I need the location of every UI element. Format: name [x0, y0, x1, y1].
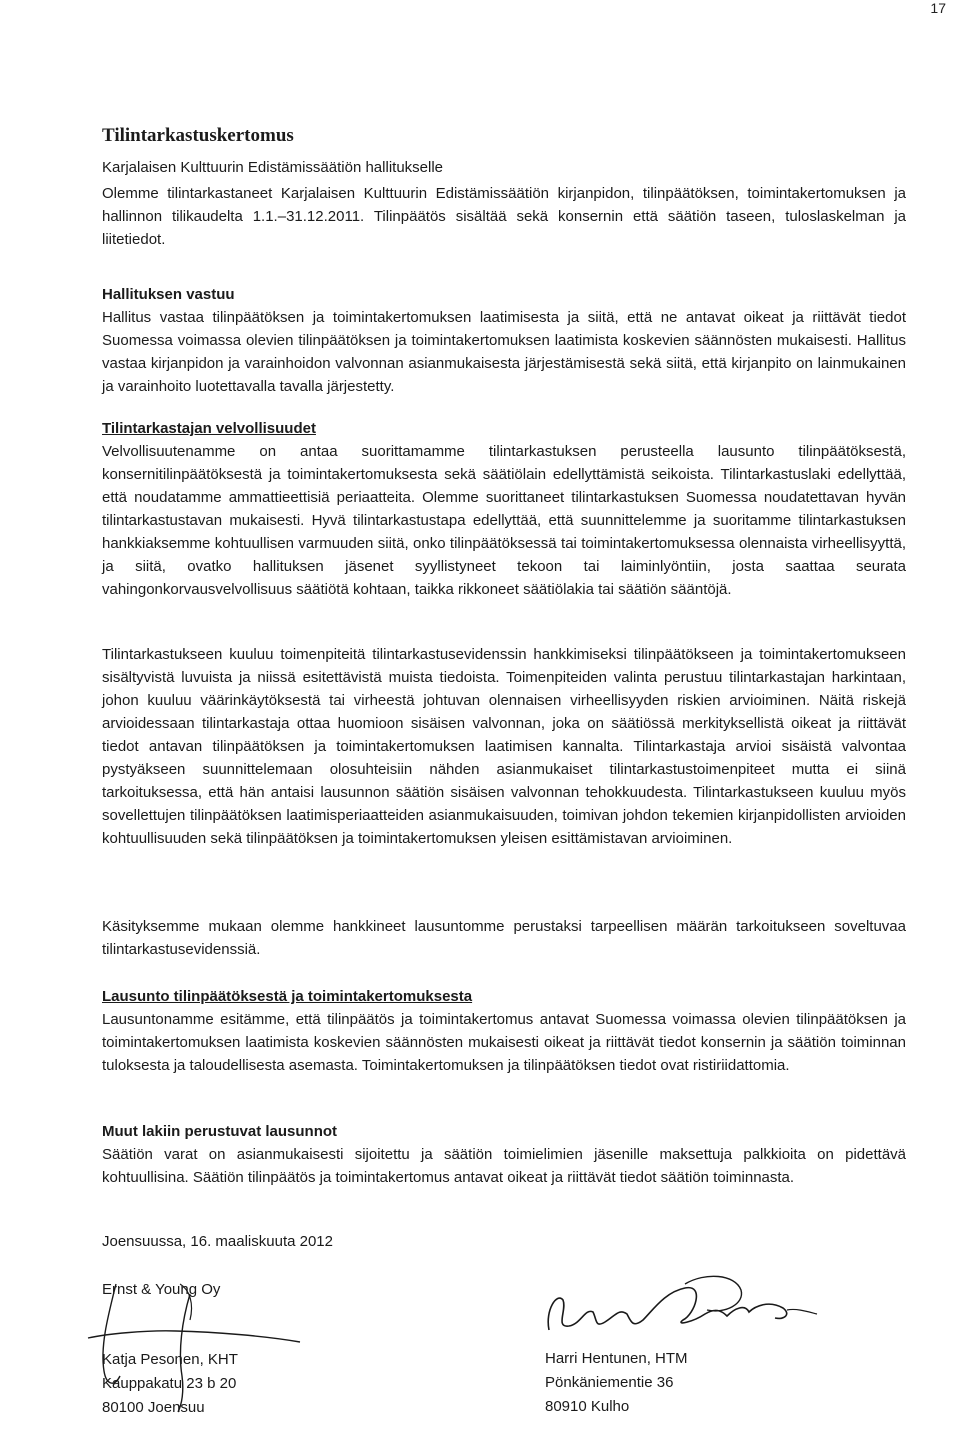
- auditor-duties-section: [102, 417, 906, 601]
- signatory-city: 80910 Kulho: [545, 1398, 630, 1415]
- signatory-name: Harri Hentunen, HTM: [545, 1350, 688, 1367]
- signatory-city: 80100 Joensuu: [102, 1399, 205, 1416]
- opinion-paragraph: Lausuntonamme esitämme, että tilinpäätös ja toimintakertomus antavat Suomessa voimassa olevien tilinpäätöksen ja toimintakertomuksen laatimista koskevien säännösten mukaisesti oikeat ja riittävät tiedot konsernin ja säätiön toiminnan tuloksesta ja taloudellisesta asemasta. Toimintakertomuksen ja tilinpäätöksen tiedot ovat ristiriidattomia.: [102, 1011, 906, 1074]
- audit-procedures-section: [102, 643, 906, 850]
- section-heading: Tilintarkastajan velvollisuudet: [102, 420, 316, 437]
- signatory-name: Katja Pesonen, KHT: [102, 1351, 238, 1368]
- right-signatory: [545, 1347, 688, 1419]
- audit-firm-name: Ernst & Young Oy: [102, 1281, 221, 1298]
- intro-section: [102, 182, 906, 251]
- signatory-street: Pönkäniementie 36: [545, 1374, 674, 1391]
- board-paragraph: Hallitus vastaa tilinpäätöksen ja toimintakertomuksen laatimisesta ja siitä, että ne antavat oikeat ja riittävät tiedot Suomessa voimassa olevien tilinpäätöksen ja toimintakertomuksen laatimista koskevien säännösten mukaisesti. Hallitus vastaa kirjanpidon ja varainhoidon valvonnan asianmukaisesta järjestämisestä sekä siitä, että kirjanpito on lainmukainen ja varainhoito luotettavalla tavalla järjestetty.: [102, 309, 906, 395]
- auditor-paragraph-2: Tilintarkastukseen kuuluu toimenpiteitä tilintarkastusevidenssin hankkimiseksi tilinpäätökseen ja toimintakertomukseen sisältyvistä luvuista ja niissä esitettävistä muista tiedoista. Toimenpiteiden valinta perustuu tilintarkastajan harkintaan, johon kuuluu väärinkäytöksestä tai virheestä johtuvan olennaisen virheellisyyden riskien arvioiminen. Näitä riskejä arvioidessaan tilintarkastaja ottaa huomioon sisäisen valvonnan, joka on säätiössä merkityksellistä oikeat ja riittävät tiedot antavan tilinpäätöksen ja toimintakertomuksen laatimisen kannalta. Tilintarkastaja arvioi sisäistä valvontaa pystyäkseen suunnittelemaan olosuhteisiin nähden asianmukaiset tilintarkastustoimenpiteet mutta ei siinä tarkoituksessa, että hän antaisi lausunnon säätiön sisäisen valvonnan tehokkuudesta. Tilintarkastukseen kuuluu myös sovellettujen tilinpäätöksen laatimisperiaatteiden asianmukaisuuden, toimivan johdon tekemien kirjanpidollisten arvioiden kohtuullisuuden sekä tilinpäätöksen ja toimintakertomuksen yleisen esittämistavan arvioiminen.: [102, 646, 906, 847]
- other-paragraph: Säätiön varat on asianmukaisesti sijoitettu ja säätiön toimielimien jäsenille maksettuja palkkioita on pidettävä kohtuullisina. Säätiön tilinpäätös ja toimintakertomus antavat oikeat ja riittävät tiedot säätiön toiminnasta.: [102, 1146, 906, 1186]
- signatory-street: Kauppakatu 23 b 20: [102, 1375, 237, 1392]
- board-responsibility-section: [102, 283, 906, 398]
- other-statements-section: [102, 1120, 906, 1189]
- right-handwritten-signature: [535, 1270, 835, 1350]
- section-heading: Hallituksen vastuu: [102, 286, 235, 303]
- page-number: 17: [930, 0, 946, 16]
- document-title: Tilintarkastuskertomus: [102, 125, 294, 146]
- opinion-section: [102, 985, 906, 1077]
- intro-paragraph: Olemme tilintarkastaneet Karjalaisen Kulttuurin Edistämissäätiön kirjanpidon, tilinpäätöksen, toimintakertomuksen ja hallinnon tilikaudelta 1.1.–31.12.2011. Tilinpäätös sisältää sekä konsernin että säätiön taseen, tuloslaskelman ja liitetiedot.: [102, 185, 906, 248]
- section-heading: Muut lakiin perustuvat lausunnot: [102, 1123, 338, 1140]
- place-date: Joensuussa, 16. maaliskuuta 2012: [102, 1233, 333, 1250]
- left-handwritten-signature: [86, 1276, 316, 1416]
- evidence-section: [102, 915, 906, 961]
- addressee: Karjalaisen Kulttuurin Edistämissäätiön hallitukselle: [102, 159, 444, 176]
- auditor-paragraph-3: Käsityksemme mukaan olemme hankkineet lausuntomme perustaksi tarpeellisen määrän tarkoitukseen soveltuvaa tilintarkastusevidenssiä.: [102, 918, 906, 958]
- auditor-paragraph-1: Velvollisuutenamme on antaa suorittamamme tilintarkastuksen perusteella lausunto tilinpäätöksestä, konsernitilinpäätöksestä ja toimintakertomuksesta sekä säätiölain edellyttämistä seikoista. Tilintarkastuslaki edellyttää, että noudatamme ammattieettisiä periaatteita. Olemme suorittaneet tilintarkastuksen Suomessa noudatettavan hyvän tilintarkastustavan mukaisesti. Hyvä tilintarkastustapa edellyttää, että suunnittelemme ja suoritamme tilintarkastuksen hankkiaksemme kohtuullisen varmuuden siitä, onko tilinpäätöksessä tai toimintakertomuksessa olennaista virheellisyyttä, ja siitä, ovatko hallituksen jäsenet syyllistyneet tekoon tai laiminlyöntiin, josta saattaa seurata vahingonkorvausvelvollisuus säätiötä kohtaan, taikka rikkoneet säätiölakia tai säätiön sääntöjä.: [102, 443, 906, 598]
- section-heading: Lausunto tilinpäätöksestä ja toimintakertomuksesta: [102, 988, 473, 1005]
